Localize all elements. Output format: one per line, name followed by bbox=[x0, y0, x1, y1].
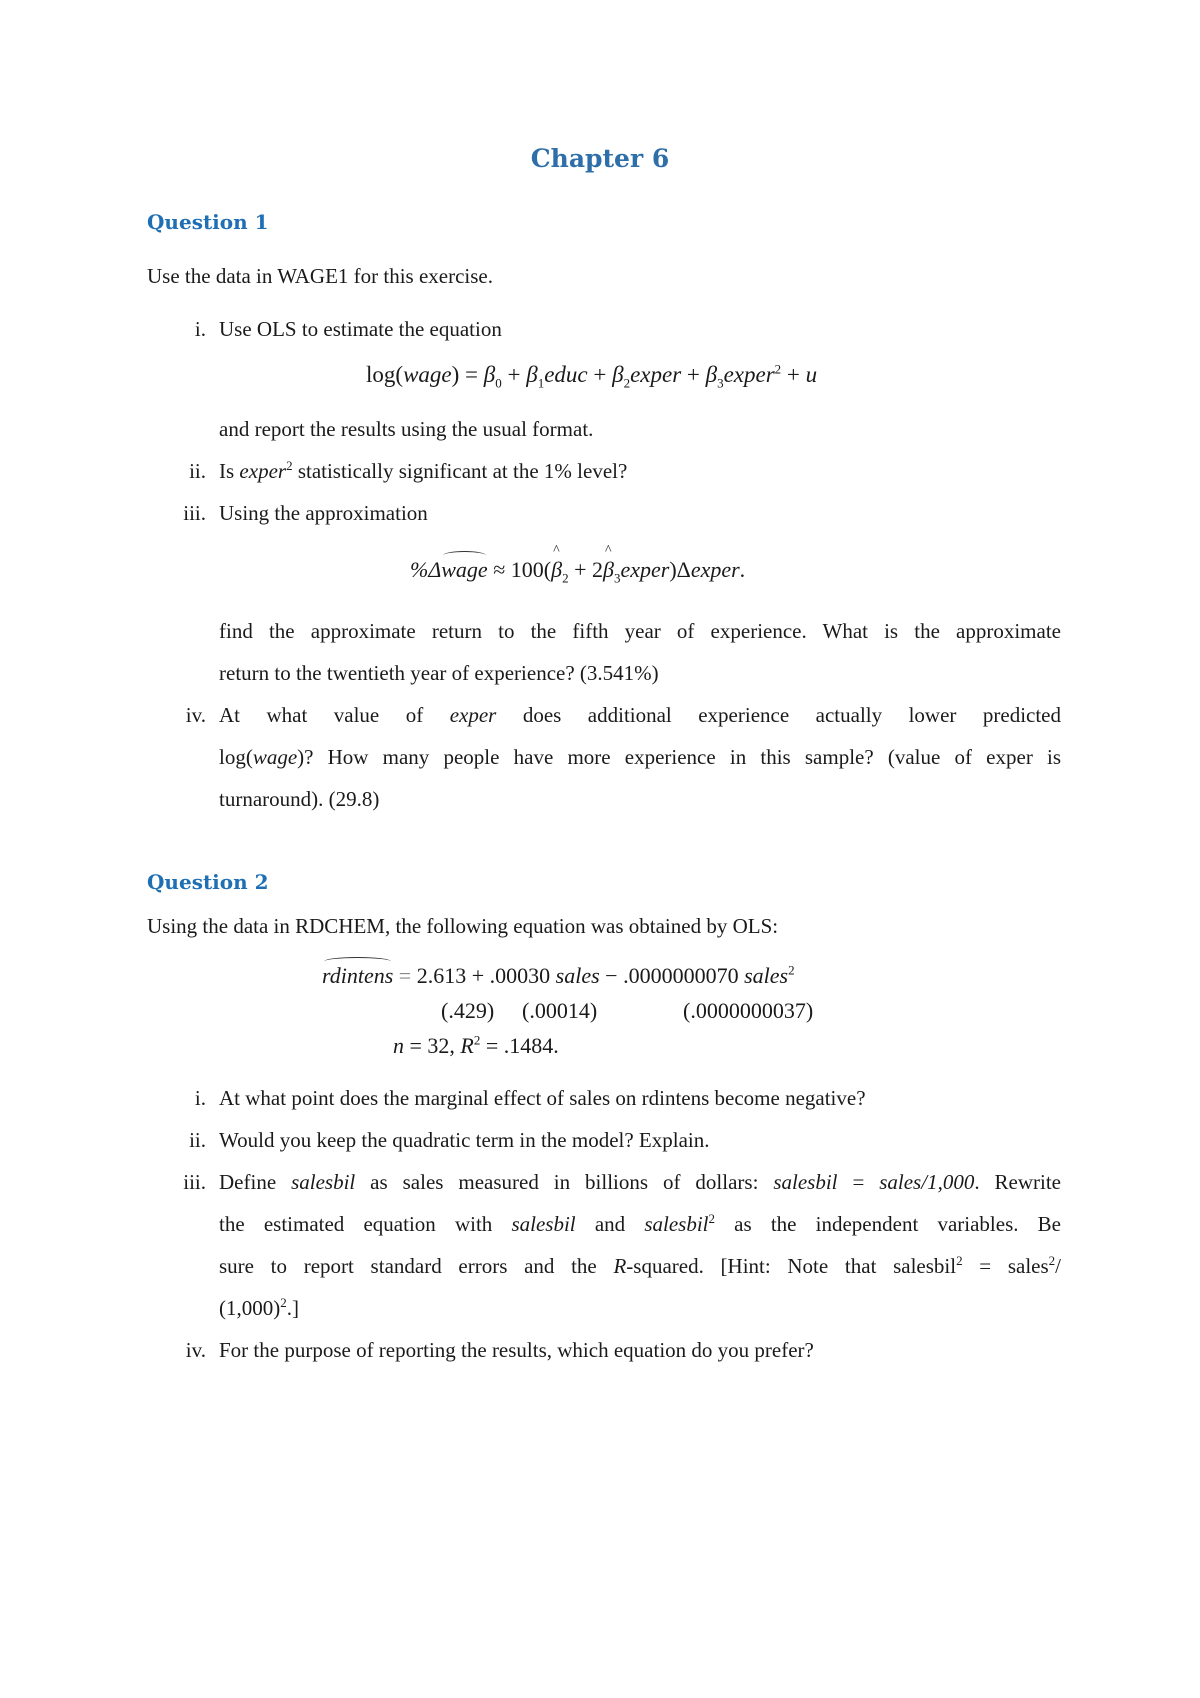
q1-item-i-number: i. bbox=[194, 317, 206, 341]
q1-item-ii-text: Is exper$^2$ statistically significant at the 1% level? bbox=[219, 458, 628, 483]
rdintens-se-1: (.00014) bbox=[522, 998, 598, 1023]
q2-item-i-text: At what point does the marginal effect of sales on rdintens become negative? bbox=[219, 1086, 866, 1110]
rdintens-se-2: (.0000000037) bbox=[683, 998, 814, 1023]
q2-item-iii-line4: $(1,000)^2$.] bbox=[219, 1295, 299, 1320]
wage-equation: log(wage) = $\beta_0$ + $\beta_1educ$ + $\beta_2exper$ + $\beta_3exper^2 + u$ bbox=[366, 361, 818, 391]
q1-item-iv-number: iv. bbox=[185, 703, 206, 727]
q1-item-i-text: Use OLS to estimate the equation bbox=[219, 317, 502, 341]
q2-item-iv-number: iv. bbox=[185, 1338, 206, 1362]
q2-item-iii-line3: sure to report standard errors and the R-squared. [Hint: Note that salesbil$^2$ = sales$^2$/ bbox=[219, 1253, 1061, 1278]
rdintens-equation-line1: rdintens = 2.613 + .00030 sales − .0000000070 sales$^2$ bbox=[322, 962, 795, 988]
q1-item-i-after: and report the results using the usual format. bbox=[219, 417, 594, 441]
question-1-heading: Question 1 bbox=[147, 210, 269, 234]
approximation-equation: %Δwage ≈ 100(^ $\beta_2$ + 2^ $\beta_3exper)\Delta exper$. bbox=[410, 557, 745, 583]
q1-item-iii-number: iii. bbox=[183, 501, 206, 525]
q2-item-iii-line1: Define salesbil as sales measured in billions of dollars: salesbil = sales/1,000. Rewrite bbox=[219, 1170, 1061, 1194]
q1-item-iii-line2: return to the twentieth year of experience? (3.541%) bbox=[219, 661, 659, 685]
question-1-intro: Use the data in WAGE1 for this exercise. bbox=[147, 264, 494, 288]
rdintens-stats: n = 32, $R^2 = .1484$. bbox=[393, 1032, 559, 1058]
q2-item-iv-text: For the purpose of reporting the results, which equation do you prefer? bbox=[219, 1338, 814, 1362]
question-2-heading: Question 2 bbox=[147, 870, 269, 894]
q2-item-ii-text: Would you keep the quadratic term in the model? Explain. bbox=[219, 1128, 710, 1152]
q1-item-iv-line1: At what value of exper does additional experience actually lower predicted bbox=[219, 703, 1062, 727]
q1-item-iii-text: Using the approximation bbox=[219, 501, 428, 525]
q1-item-iii-line1: find the approximate return to the fifth year of experience. What is the approximate bbox=[219, 619, 1061, 643]
q1-item-iv-line3: turnaround). (29.8) bbox=[219, 787, 380, 811]
rdintens-se-0: (.429) bbox=[441, 998, 495, 1023]
q2-item-ii-number: ii. bbox=[189, 1128, 206, 1152]
page-title: Chapter 6 bbox=[530, 144, 670, 173]
q1-item-ii-number: ii. bbox=[189, 459, 206, 483]
q2-item-iii-number: iii. bbox=[183, 1170, 206, 1194]
q1-item-iv-line2: log(wage)? How many people have more experience in this sample? (value of exper is bbox=[219, 745, 1061, 769]
q2-item-i-number: i. bbox=[194, 1086, 206, 1110]
question-2-intro: Using the data in RDCHEM, the following equation was obtained by OLS: bbox=[147, 914, 779, 938]
q2-item-iii-line2: the estimated equation with salesbil and salesbil$^2$ as the independent variables. Be bbox=[219, 1211, 1061, 1236]
